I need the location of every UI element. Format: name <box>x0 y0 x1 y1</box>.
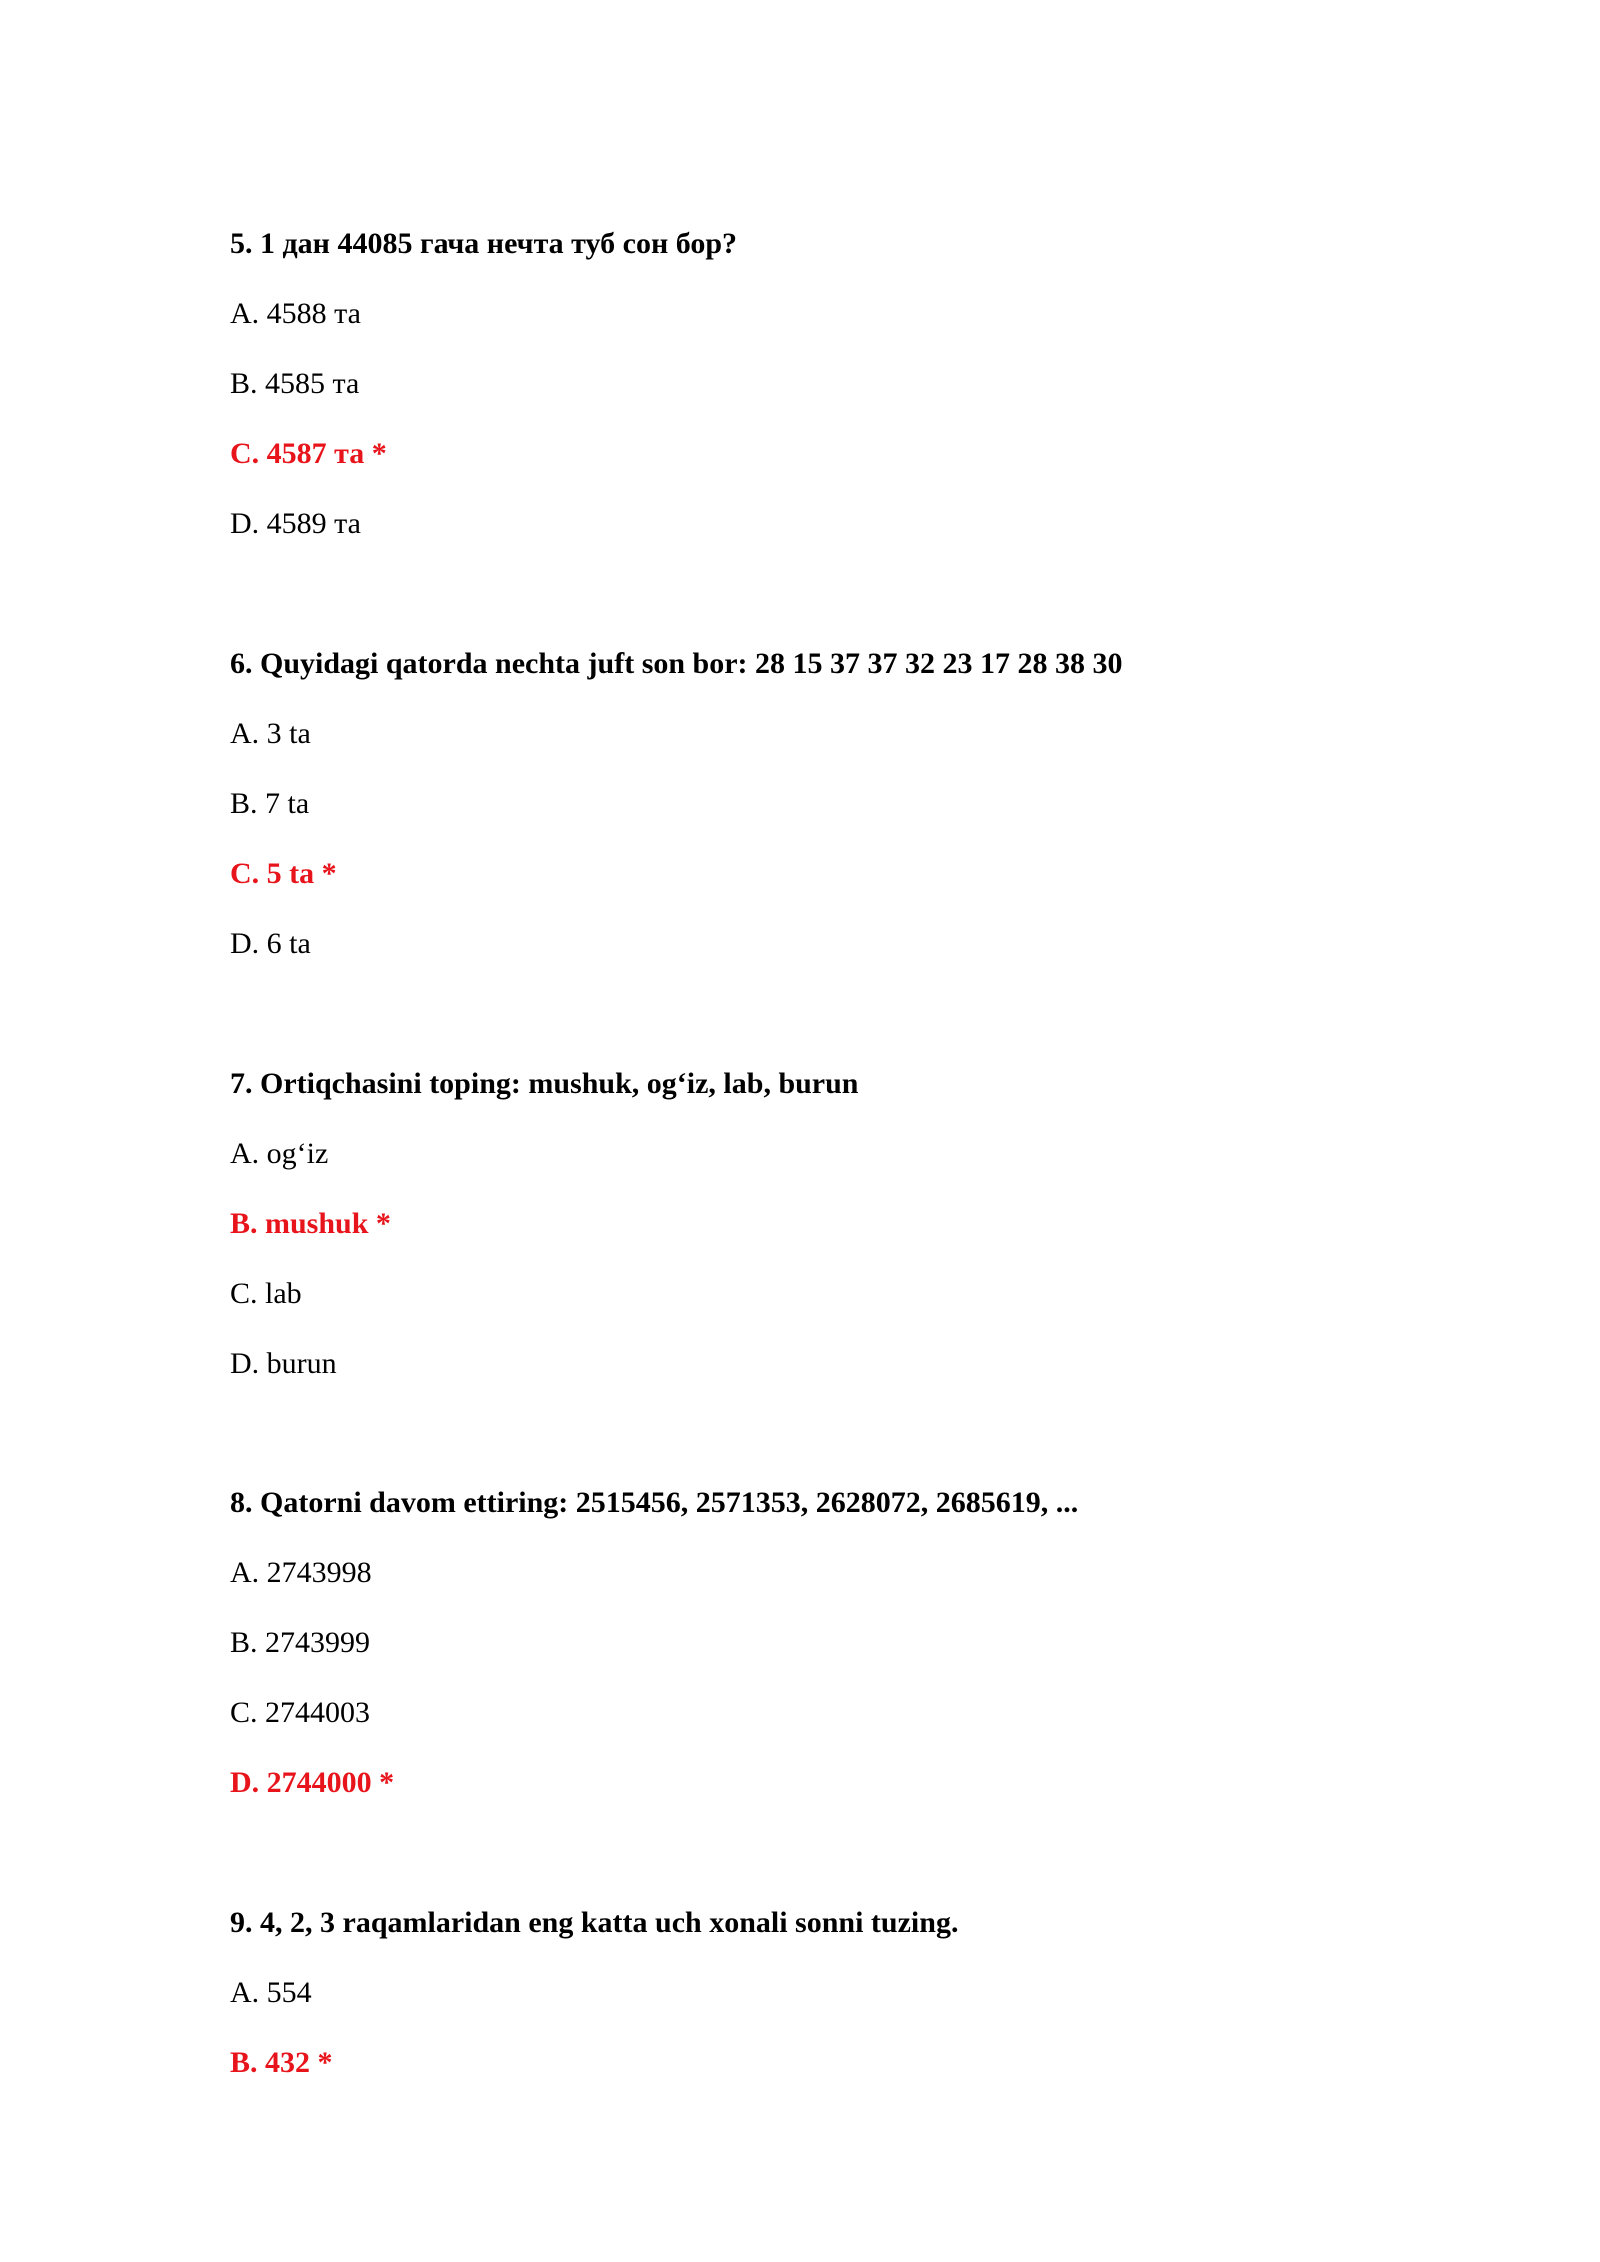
option-a: A. 3 ta <box>230 717 311 750</box>
option-d: D. 4589 та <box>230 507 361 540</box>
option-a: A. 4588 та <box>230 297 361 330</box>
option-d: D. burun <box>230 1347 337 1380</box>
question-title: 7. Ortiqchasini toping: mushuk, og‘iz, lab, burun <box>230 1067 859 1100</box>
option-b: B. 4585 та <box>230 367 360 400</box>
question-title: 9. 4, 2, 3 raqamlaridan eng katta uch xonali sonni tuzing. <box>230 1906 959 1939</box>
option-c: C. lab <box>230 1277 302 1310</box>
option-b: B. 7 ta <box>230 787 310 820</box>
option-d-correct: D. 2744000 * <box>230 1766 395 1799</box>
option-c-correct: C. 5 ta * <box>230 857 337 890</box>
question-8 <box>230 1485 1480 1801</box>
question-title: 5. 1 дан 44085 гача нечта туб сон бор? <box>230 227 738 260</box>
option-a: A. og‘iz <box>230 1137 329 1170</box>
question-5 <box>230 226 1480 542</box>
option-d: D. 6 ta <box>230 927 311 960</box>
option-a: A. 554 <box>230 1976 312 2009</box>
option-a: A. 2743998 <box>230 1556 372 1589</box>
option-c: C. 2744003 <box>230 1696 371 1729</box>
option-b: B. 2743999 <box>230 1626 371 1659</box>
question-title: 8. Qatorni davom ettiring: 2515456, 2571353, 2628072, 2685619, ... <box>230 1486 1079 1519</box>
question-9 <box>230 1905 1480 2081</box>
option-b-correct: B. 432 * <box>230 2046 333 2079</box>
option-b-correct: B. mushuk * <box>230 1207 391 1240</box>
question-7 <box>230 1066 1480 1382</box>
question-title: 6. Quyidagi qatorda nechta juft son bor: 28 15 37 37 32 23 17 28 38 30 <box>230 647 1123 680</box>
question-6 <box>230 646 1480 962</box>
option-c-correct: C. 4587 та * <box>230 437 387 470</box>
